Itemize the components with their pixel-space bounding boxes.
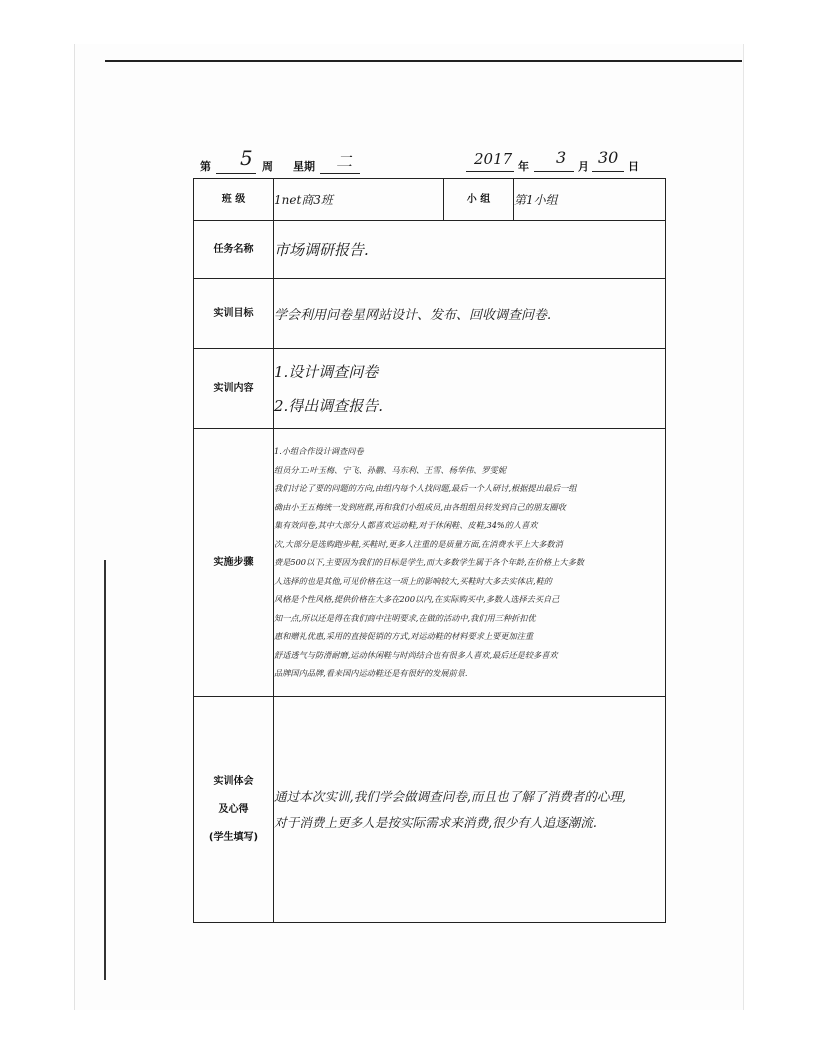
group-label: 小 组	[444, 179, 514, 221]
year-label: 年	[518, 160, 529, 173]
content-item: 2.得出调查报告.	[274, 396, 384, 415]
group-value: 第1小组	[514, 179, 666, 221]
month-label: 月	[578, 160, 589, 173]
date-header	[0, 146, 816, 176]
reflection-label-line: (学生填写)	[208, 831, 259, 843]
training-record-form	[193, 178, 666, 923]
steps-line: 知一点,所以还是得在我们商中注明要求,在做的活动中,我们用三种折扣优	[274, 612, 536, 623]
steps-line: 我们讨论了要的问题的方向,由组内每个人找问题,最后一个人研讨,根据提出最后一组	[274, 483, 577, 494]
year-value: 2017	[474, 150, 513, 168]
steps-line: 惠和赠礼优惠,采用的直接促销的方式,对运动鞋的材料要求上要更加注重	[274, 631, 534, 642]
goal-value: 学会利用问卷星网站设计、发布、回收调查问卷.	[274, 279, 666, 349]
weekday-value: 二	[336, 152, 353, 171]
steps-line: 确由小王五梅统一发到班群,再和我们小组成员,由各组组员转发到自己的朋友圈收	[274, 501, 566, 512]
steps-line: 舒适透气与防滑耐磨,运动休闲鞋与时尚结合也有很多人喜欢,最后还是较多喜欢	[274, 649, 558, 660]
reflection-line: 对于消费上更多人是按实际需求来消费,很少有人追逐潮流.	[274, 814, 597, 830]
steps-line: 组员分工:叶玉梅、宁飞、孙鹏、马东利、王雪、杨华伟、罗雯妮	[274, 464, 507, 475]
month-value: 3	[556, 148, 567, 167]
steps-line: 集有效问卷,其中大部分人都喜欢运动鞋,对于休闲鞋、皮鞋,34%的人喜欢	[274, 520, 538, 531]
row-reflection	[194, 697, 666, 923]
steps-line: 品牌国内品牌,看来国内运动鞋还是有很好的发展前景.	[274, 668, 468, 679]
week-prefix: 第	[200, 160, 211, 173]
weekday-label: 星期	[293, 160, 315, 173]
reflection-label-line: 及心得	[218, 803, 249, 815]
steps-value	[274, 429, 666, 697]
content-label: 实训内容	[194, 349, 274, 429]
reflection-value	[274, 697, 666, 923]
steps-line: 1.小组合作设计调查问卷	[274, 446, 364, 457]
class-label: 班 级	[194, 179, 274, 221]
class-value: 1net商3班	[274, 179, 444, 221]
day-label: 日	[628, 160, 639, 173]
reflection-label-line: 实训体会	[213, 775, 254, 787]
row-goal	[194, 279, 666, 349]
row-class	[194, 179, 666, 221]
task-value: 市场调研报告.	[274, 221, 666, 279]
reflection-line: 通过本次实训,我们学会做调查问卷,而且也了解了消费者的心理,	[274, 788, 627, 804]
steps-line: 风格是个性风格,提供价格在大多在200以内,在实际购买中,多数人选择去买自己	[274, 594, 560, 605]
goal-label: 实训目标	[194, 279, 274, 349]
row-steps	[194, 429, 666, 697]
row-content	[194, 349, 666, 429]
reflection-label	[194, 697, 274, 923]
steps-label: 实施步骤	[194, 429, 274, 697]
steps-line: 费是500以下,主要因为我们的目标是学生,而大多数学生属于各个年龄,在价格上大多数	[274, 557, 584, 568]
content-item: 1.设计调查问卷	[274, 362, 379, 381]
row-task	[194, 221, 666, 279]
day-value: 30	[598, 148, 619, 167]
left-margin-rule	[104, 560, 106, 980]
top-rule	[105, 60, 742, 62]
week-number: 5	[240, 146, 253, 170]
week-suffix: 周	[262, 160, 273, 173]
task-label: 任务名称	[194, 221, 274, 279]
steps-line: 人选择的也是其他,可见价格在这一项上的影响较大,买鞋时大多去实体店,鞋的	[274, 575, 552, 586]
content-value	[274, 349, 666, 429]
steps-line: 次,大部分是选购跑步鞋,买鞋时,更多人注重的是质量方面,在消费水平上大多数消	[274, 538, 563, 549]
